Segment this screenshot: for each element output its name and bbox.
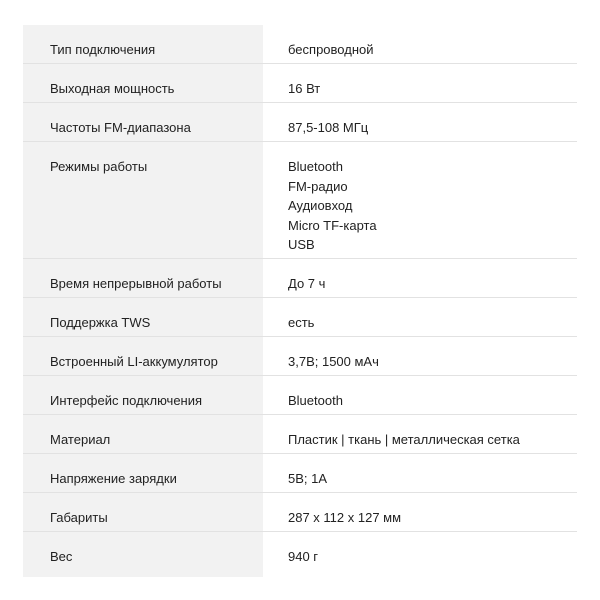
- spec-value-list: [263, 142, 577, 258]
- spec-row-output-power: [23, 64, 577, 103]
- spec-row-fm-range: [23, 103, 577, 142]
- spec-row-connection-type: [23, 25, 577, 64]
- spec-row-interface: [23, 376, 577, 415]
- mode-item: FM-радио: [288, 178, 348, 194]
- spec-label: Габариты: [50, 510, 108, 525]
- specs-table: [23, 25, 577, 572]
- spec-label: Вес: [50, 549, 73, 564]
- mode-item: Аудиовход: [288, 198, 353, 213]
- spec-value: 287 x 112 x 127 мм: [288, 510, 402, 525]
- spec-label: Напряжение зарядки: [50, 471, 177, 486]
- mode-item: USB: [288, 237, 315, 252]
- spec-label: Выходная мощность: [50, 81, 175, 96]
- spec-value: 16 Вт: [288, 81, 321, 96]
- mode-item: Micro TF-карта: [288, 217, 377, 233]
- spec-row-weight: [23, 532, 577, 572]
- spec-value: есть: [288, 315, 315, 330]
- spec-value: беспроводной: [288, 42, 374, 57]
- spec-label: Материал: [50, 432, 111, 447]
- spec-value: До 7 ч: [288, 276, 326, 291]
- spec-label: Встроенный LI-аккумулятор: [50, 354, 218, 369]
- spec-row-modes: [23, 142, 577, 259]
- spec-label: Режимы работы: [50, 159, 148, 174]
- spec-value: Bluetooth: [288, 393, 343, 408]
- spec-row-dimensions: [23, 493, 577, 532]
- spec-label: Время непрерывной работы: [50, 276, 222, 291]
- spec-value: 940 г: [288, 549, 319, 564]
- spec-value: 87,5-108 МГц: [288, 120, 369, 135]
- spec-row-material: [23, 415, 577, 454]
- spec-row-runtime: [23, 259, 577, 298]
- spec-row-charging-voltage: [23, 454, 577, 493]
- mode-item: Bluetooth: [288, 159, 343, 174]
- spec-label: Тип подключения: [50, 42, 156, 57]
- spec-row-battery: [23, 337, 577, 376]
- spec-value: 3,7В; 1500 мАч: [288, 354, 379, 369]
- spec-label: Частоты FM-диапазона: [50, 120, 191, 135]
- spec-label: Поддержка TWS: [50, 315, 151, 330]
- spec-label: Интерфейс подключения: [50, 393, 203, 408]
- spec-row-tws: [23, 298, 577, 337]
- spec-value: Пластик | ткань | металлическая сетка: [288, 432, 520, 447]
- spec-value: 5В; 1А: [288, 471, 328, 486]
